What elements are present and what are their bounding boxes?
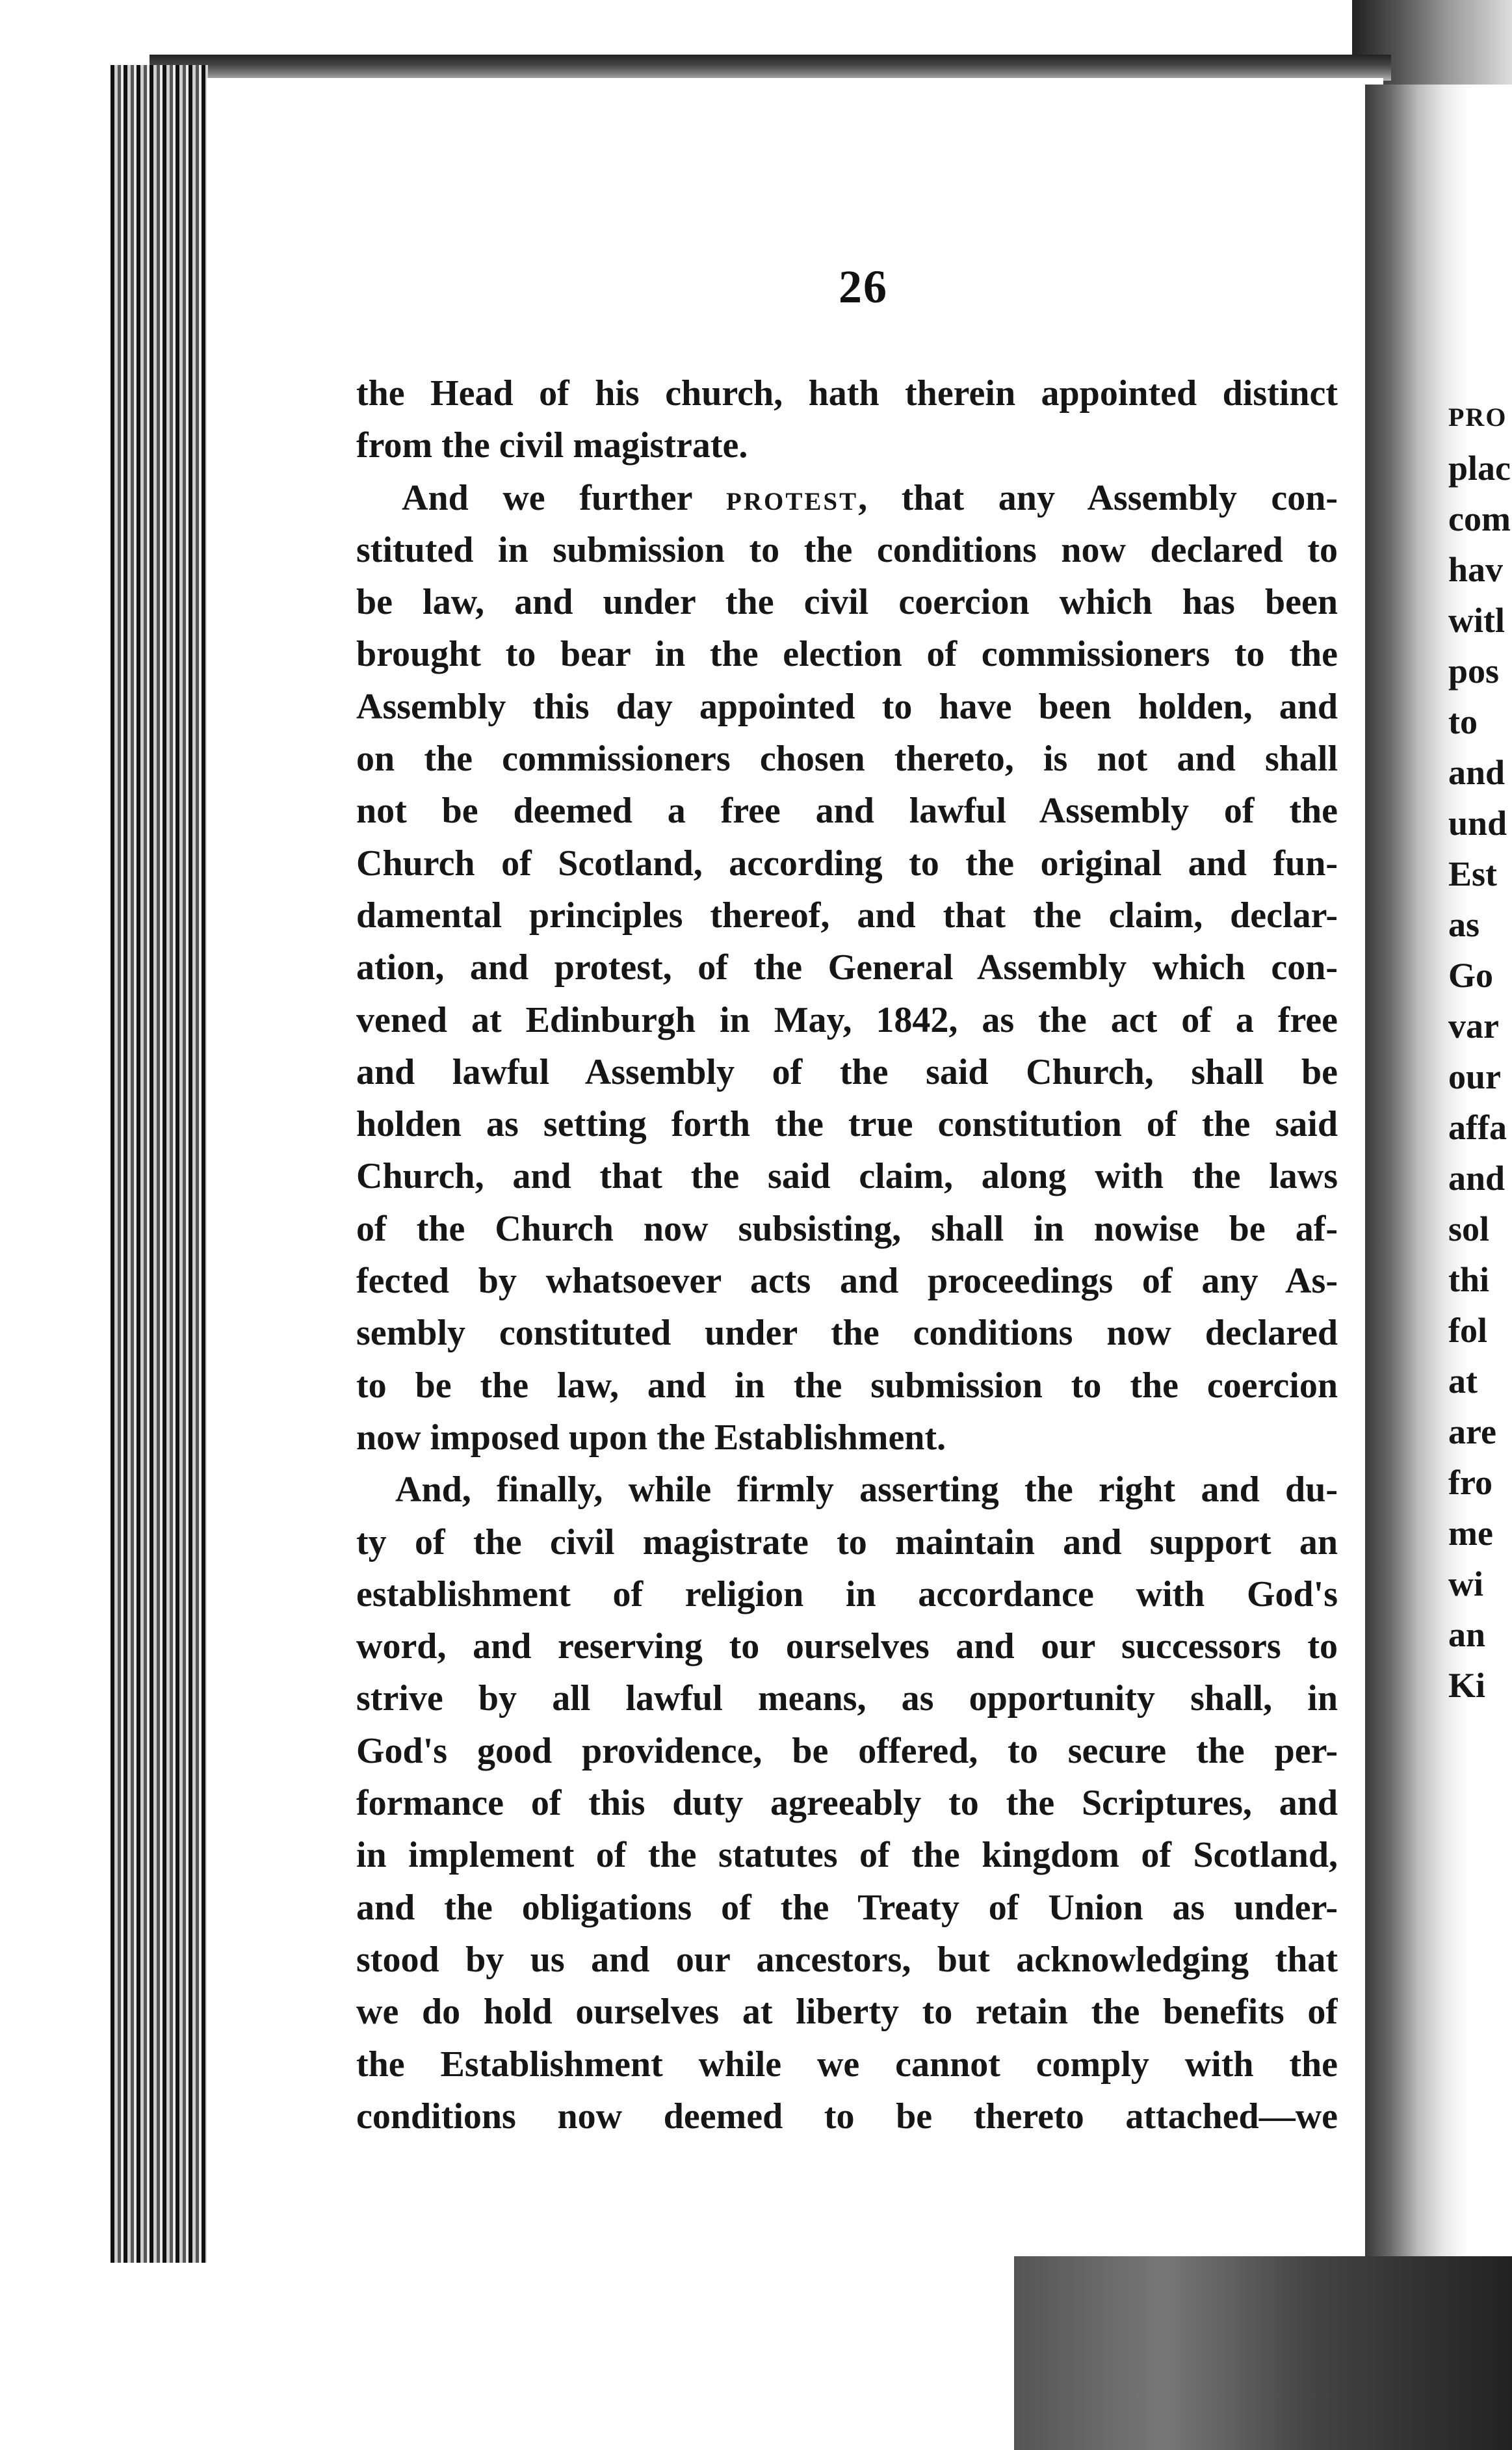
text-line: And, finally, while firmly asserting the right and du- (395, 1469, 1338, 1510)
text-line: the Head of his church, hath therein appointed distinct (356, 373, 1338, 414)
text-line: and the obligations of the Treaty of Union as under- (356, 1887, 1338, 1928)
text-line: and lawful Assembly of the said Church, shall be (356, 1051, 1338, 1092)
text-line: Church of Scotland, according to the original and fun- (356, 843, 1338, 884)
paragraph-lead-rest: , that any Assembly con- (858, 477, 1338, 518)
paragraph-lead: And we further (402, 477, 727, 518)
text-line: vened at Edinburgh in May, 1842, as the act of a free (356, 999, 1338, 1040)
text-line: word, and reserving to ourselves and our successors to (356, 1626, 1338, 1667)
facing-line: Ki (1448, 1666, 1486, 1705)
text-line: holden as setting forth the true constitution of the said (356, 1104, 1338, 1145)
page-edge-stack (111, 65, 208, 2263)
text-line: sembly constituted under the conditions now declared (356, 1313, 1338, 1354)
text-line: establishment of religion in accordance with God's (356, 1574, 1338, 1614)
facing-line: and (1448, 1159, 1505, 1198)
text-line: not be deemed a free and lawful Assembly of the (356, 791, 1338, 832)
text-line: we do hold ourselves at liberty to retain the benefits of (356, 1992, 1338, 2033)
facing-line: PRO (1448, 402, 1507, 432)
facing-line: an (1448, 1615, 1486, 1654)
text-line: from the civil magistrate. (356, 425, 748, 466)
text-line: in implement of the statutes of the kingdom of Scotland, (356, 1835, 1338, 1876)
text-line: formance of this duty agreeably to the Scriptures, and (356, 1783, 1338, 1824)
page-number: 26 (839, 261, 888, 313)
text-line: now imposed upon the Establishment. (356, 1417, 946, 1458)
facing-line: fro (1448, 1463, 1492, 1502)
text-line: Church, and that the said claim, along with the laws (356, 1156, 1338, 1197)
facing-line: pos (1448, 652, 1500, 691)
text-line: strive by all lawful means, as opportunity shall, in (356, 1678, 1338, 1719)
text-line: of the Church now subsisting, shall in nowise be af- (356, 1208, 1338, 1249)
facing-line: wi (1448, 1564, 1483, 1603)
text-line: to be the law, and in the submission to the coercion (356, 1365, 1338, 1406)
text-line: damental principles thereof, and that the claim, declar- (356, 895, 1338, 936)
text-line: God's good providence, be offered, to secure the per- (356, 1730, 1338, 1771)
text-line: conditions now deemed to be thereto attached—we (356, 2096, 1338, 2137)
protest-smallcaps: protest (726, 477, 859, 518)
text-line: the Establishment while we cannot comply with the (356, 2044, 1338, 2085)
body-text (356, 367, 1338, 2142)
page-shadow-bottom (1014, 2256, 1512, 2450)
text-line: ty of the civil magistrate to maintain and support an (356, 1521, 1338, 1562)
facing-line: witl (1448, 601, 1505, 640)
facing-line: are (1448, 1412, 1496, 1451)
text-line: on the commissioners chosen thereto, is not and shall (356, 739, 1338, 780)
text-line: stood by us and our ancestors, but acknowledging that (356, 1939, 1338, 1980)
facing-line: and (1448, 753, 1505, 792)
facing-line: und (1448, 804, 1507, 843)
facing-line: our (1448, 1057, 1501, 1096)
facing-page-text (1448, 392, 1511, 1711)
facing-line: com (1448, 499, 1511, 538)
text-line: stituted in submission to the conditions now declared to (356, 529, 1338, 570)
facing-line: plac (1448, 449, 1511, 488)
text-line (356, 472, 1338, 524)
text-line: Assembly this day appointed to have been holden, and (356, 686, 1338, 727)
facing-line: at (1448, 1362, 1478, 1401)
facing-line: hav (1448, 550, 1504, 589)
facing-line: thi (1448, 1260, 1490, 1299)
facing-line: sol (1448, 1209, 1490, 1248)
facing-line: me (1448, 1514, 1493, 1553)
text-line: ation, and protest, of the General Assembly which con- (356, 947, 1338, 988)
text-line: be law, and under the civil coercion which has been (356, 582, 1338, 623)
facing-line: affa (1448, 1108, 1507, 1147)
facing-line: Est (1448, 854, 1498, 893)
facing-line: to (1448, 702, 1478, 741)
page-edge-top (150, 55, 1391, 81)
facing-line: as (1448, 905, 1480, 944)
facing-line: fol (1448, 1311, 1487, 1350)
text-line: brought to bear in the election of commissioners to the (356, 634, 1338, 675)
facing-line: var (1448, 1007, 1499, 1046)
facing-line: Go (1448, 956, 1494, 995)
text-line: fected by whatsoever acts and proceedings of any As- (356, 1261, 1338, 1302)
